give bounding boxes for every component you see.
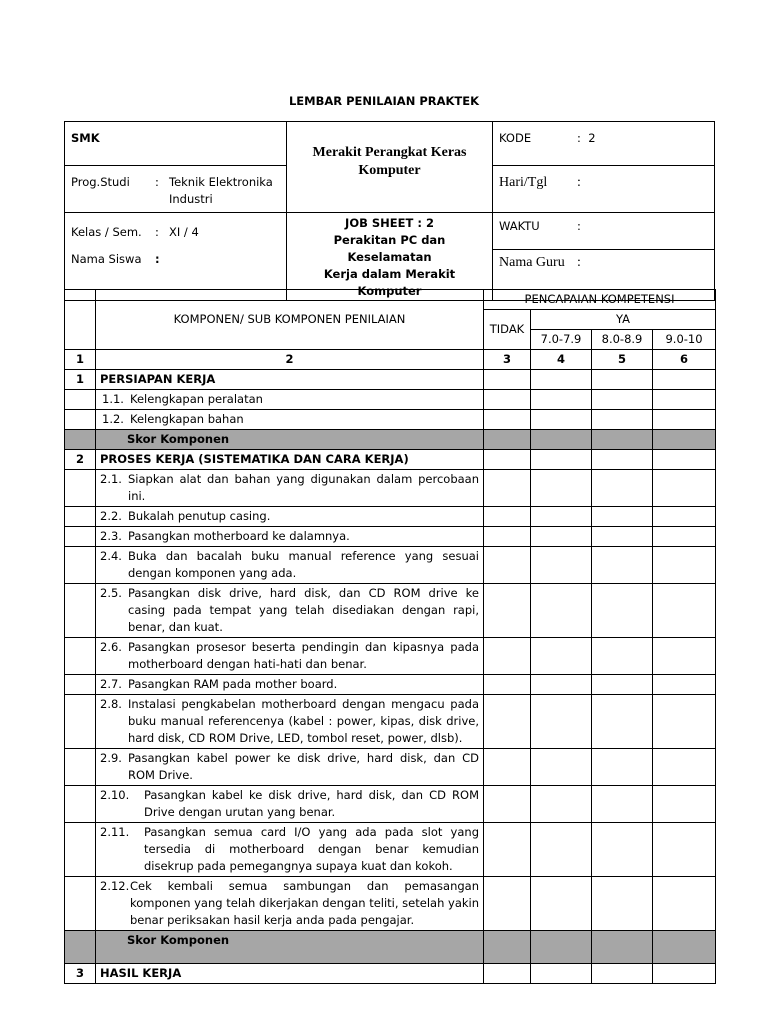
table-row: 2.4. Buka dan bacalah buku manual reference yang sesuai dengan komponen yang ada.: [65, 547, 716, 584]
table-row: 2.1. Siapkan alat dan bahan yang digunakan dalam percobaan ini.: [65, 470, 716, 507]
col-number: 2: [96, 350, 484, 370]
ya-header: YA: [531, 310, 716, 330]
score-row: Skor Komponen: [65, 931, 716, 964]
nama-guru-cell: Nama Guru :: [493, 250, 715, 301]
col-number: 6: [653, 350, 716, 370]
table-row: 2.10. Pasangkan kabel ke disk drive, hard disk, dan CD ROM Drive dengan urutan yang benar.: [65, 786, 716, 823]
waktu-cell: WAKTU :: [493, 213, 715, 250]
col-number: 3: [484, 350, 531, 370]
table-row: 2.2. Bukalah penutup casing.: [65, 507, 716, 527]
table-row: 2.5. Pasangkan disk drive, hard disk, dan CD ROM drive ke casing pada tempat yang telah disediakan dengan rapi, benar, dan kuat.: [65, 584, 716, 638]
section-title: HASIL KERJA: [96, 964, 484, 984]
col-number: 1: [65, 350, 96, 370]
section-row: 1 PERSIAPAN KERJA: [65, 370, 716, 390]
page-title: LEMBAR PENILAIAN PRAKTEK: [288, 94, 480, 108]
smk-cell: SMK: [65, 122, 287, 166]
range-header: 9.0-10: [653, 330, 716, 350]
section-title: PROSES KERJA (SISTEMATIKA DAN CARA KERJA): [96, 450, 484, 470]
table-row: 2.6. Pasangkan prosesor beserta pendingin dan kipasnya pada motherboard dengan hati-hati dan benar.: [65, 638, 716, 675]
subject-line-2: Komputer: [358, 163, 421, 178]
table-row: 2.12. Cek kembali semua sambungan dan pemasangan komponen yang telah dikerjakan dengan teliti, setelah yakin benar periksakan hasil kerja anda pada pengajar.: [65, 877, 716, 931]
table-row: 2.9. Pasangkan kabel power ke disk drive, hard disk, dan CD ROM Drive.: [65, 749, 716, 786]
pencapaian-header: PENCAPAIAN KOMPETENSI: [484, 290, 716, 310]
range-header: 7.0-7.9: [531, 330, 592, 350]
komponen-header: KOMPONEN/ SUB KOMPONEN PENILAIAN: [96, 290, 484, 350]
hari-cell: Hari/Tgl :: [493, 166, 715, 213]
section-row: 2 PROSES KERJA (SISTEMATIKA DAN CARA KERJA): [65, 450, 716, 470]
job-sheet-cell: JOB SHEET : 2 Perakitan PC dan Keselamatan Kerja dalam Merakit Komputer: [287, 213, 493, 301]
section-title: PERSIAPAN KERJA: [96, 370, 484, 390]
subject-cell: [287, 122, 493, 213]
score-row: Skor Komponen: [65, 430, 716, 450]
table-row: 1.2. Kelengkapan bahan: [65, 410, 716, 430]
tidak-header: TIDAK: [484, 310, 531, 350]
header-box: [64, 121, 715, 301]
kode-cell: KODE : 2: [493, 122, 715, 166]
col-number: 5: [592, 350, 653, 370]
assessment-table: [64, 289, 716, 984]
table-row: 1.1. Kelengkapan peralatan: [65, 390, 716, 410]
subject-line-1: Merakit Perangkat Keras: [312, 145, 467, 160]
table-row: 2.11. Pasangkan semua card I/O yang ada pada slot yang tersedia di motherboard dengan benar kemudian disekrup pada pemegangnya supaya kuat dan kokoh.: [65, 823, 716, 877]
table-row: 2.7. Pasangkan RAM pada mother board.: [65, 675, 716, 695]
kelas-cell: Kelas / Sem. : XI / 4 Nama Siswa :: [65, 213, 287, 301]
col-number: 4: [531, 350, 592, 370]
range-header: 8.0-8.9: [592, 330, 653, 350]
section-row: 3 HASIL KERJA: [65, 964, 716, 984]
prog-studi-cell: Prog.Studi : Teknik Elektronika Industri: [65, 166, 287, 213]
table-row: 2.8. Instalasi pengkabelan motherboard dengan mengacu pada buku manual referencenya (kabel : power, kipas, disk drive, hard disk, CD ROM Drive, LED, tombol reset, power, dlsb).: [65, 695, 716, 749]
table-row: 2.3. Pasangkan motherboard ke dalamnya.: [65, 527, 716, 547]
